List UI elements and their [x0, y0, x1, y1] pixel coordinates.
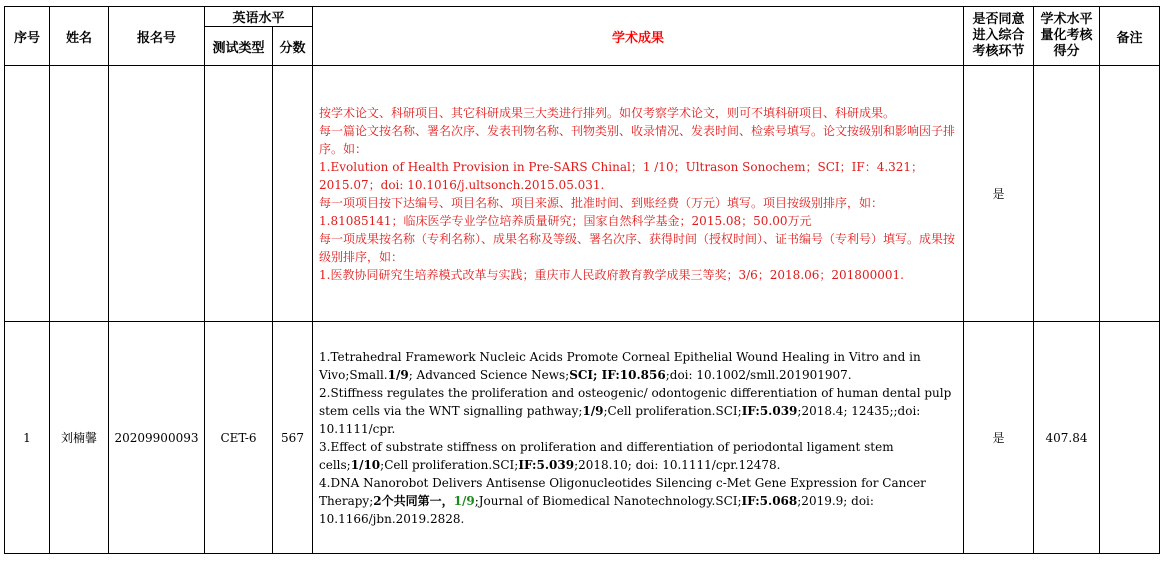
- paper-item: 2.Stiffness regulates the proliferation and osteogenic/ odontogenic differentiation of human dental pulp stem cells via the WNT signalling pathway;1/9;Cell proliferation.SCI;IF:5.039;2018.4; 12435;;doi: 10.1111/cpr.: [319, 385, 952, 436]
- header-name: 姓名: [50, 7, 109, 66]
- papers-cell: [313, 322, 964, 554]
- instr-consent-value: 是: [964, 66, 1034, 322]
- header-reg-no: 报名号: [109, 7, 205, 66]
- name-value: 刘楠馨: [50, 322, 109, 554]
- instr-score-cell: [273, 66, 313, 322]
- instruction-text: 按学术论文、科研项目、其它科研成果三大类进行排列。如仅考察学术论文，则可不填科研项目、科研成果。 每一篇论文按名称、署名次序、发表刊物名称、刊物类别、收录情况、发表时间、检索号填写。论文按级别和影响因子排序。如： 1.Evolution of Health Provision in Pre-SARS Chinal；1 /10；Ultrason Sonochem；SCI；IF：4.321；2015.07；doi: 10.1016/j.ultsonch.2015.05.031. 每一项项目按下达编号、项目名称、项目来源、批准时间、到账经费（万元）填写。项目按级别排序，如： 1.81085141；临床医学专业学位培养质量研究；国家自然科学基金；2015.08；50.00万元 每一项成果按名称（专利名称）、成果名称及等级、署名次序、获得时间（授权时间）、证书编号（专利号）填写。成果按级别排序，如： 1.医教协同研究生培养模式改革与实践；重庆市人民政府教育教学成果三等奖；3/6；2018.06；201800001.: [313, 66, 964, 322]
- paper-item: 1.Tetrahedral Framework Nucleic Acids Promote Corneal Epithelial Wound Healing in Vitro and in Vivo;Small.1/9; Advanced Science News;SCI; IF:10.856;doi: 10.1002/smll.201901907.: [319, 349, 921, 382]
- quant-score-value: 407.84: [1034, 322, 1100, 554]
- header-score: 分数: [273, 27, 313, 66]
- paper-item: 3.Effect of substrate stiffness on proliferation and differentiation of periodontal ligament stem cells;1/10;Cell proliferation.SCI;IF:5.039;2018.10; doi: 10.1111/cpr.12478.: [319, 439, 894, 472]
- reg-no-value: 20209900093: [109, 322, 205, 554]
- paper-item: 4.DNA Nanorobot Delivers Antisense Oligonucleotides Silencing c-Met Gene Expression for Cancer Therapy;2个共同第一，1/9;Journal of Biomedical Nanotechnology.SCI;IF:5.068;2019.9; doi: 10.1166/jbn.2019.2828.: [319, 475, 926, 526]
- remark-value: [1100, 322, 1160, 554]
- instr-quant-cell: [1034, 66, 1100, 322]
- header-english: 英语水平: [205, 7, 313, 27]
- test-type-value: CET-6: [205, 322, 273, 554]
- seq-value: 1: [5, 322, 50, 554]
- consent-value: 是: [964, 322, 1034, 554]
- header-remark: 备注: [1100, 7, 1160, 66]
- instr-remark-cell: [1100, 66, 1160, 322]
- header-academic: 学术成果: [313, 7, 964, 66]
- header-seq: 序号: [5, 7, 50, 66]
- applicant-row: [5, 322, 1160, 554]
- application-table: [4, 6, 1160, 554]
- header-consent: 是否同意 进入综合 考核环节: [964, 7, 1034, 66]
- instruction-row: [5, 66, 1160, 322]
- instr-seq-cell: [5, 66, 50, 322]
- header-test-type: 测试类型: [205, 27, 273, 66]
- score-value: 567: [273, 322, 313, 554]
- instr-reg-cell: [109, 66, 205, 322]
- instr-name-cell: [50, 66, 109, 322]
- instr-test-cell: [205, 66, 273, 322]
- header-quant-score: 学术水平 量化考核 得分: [1034, 7, 1100, 66]
